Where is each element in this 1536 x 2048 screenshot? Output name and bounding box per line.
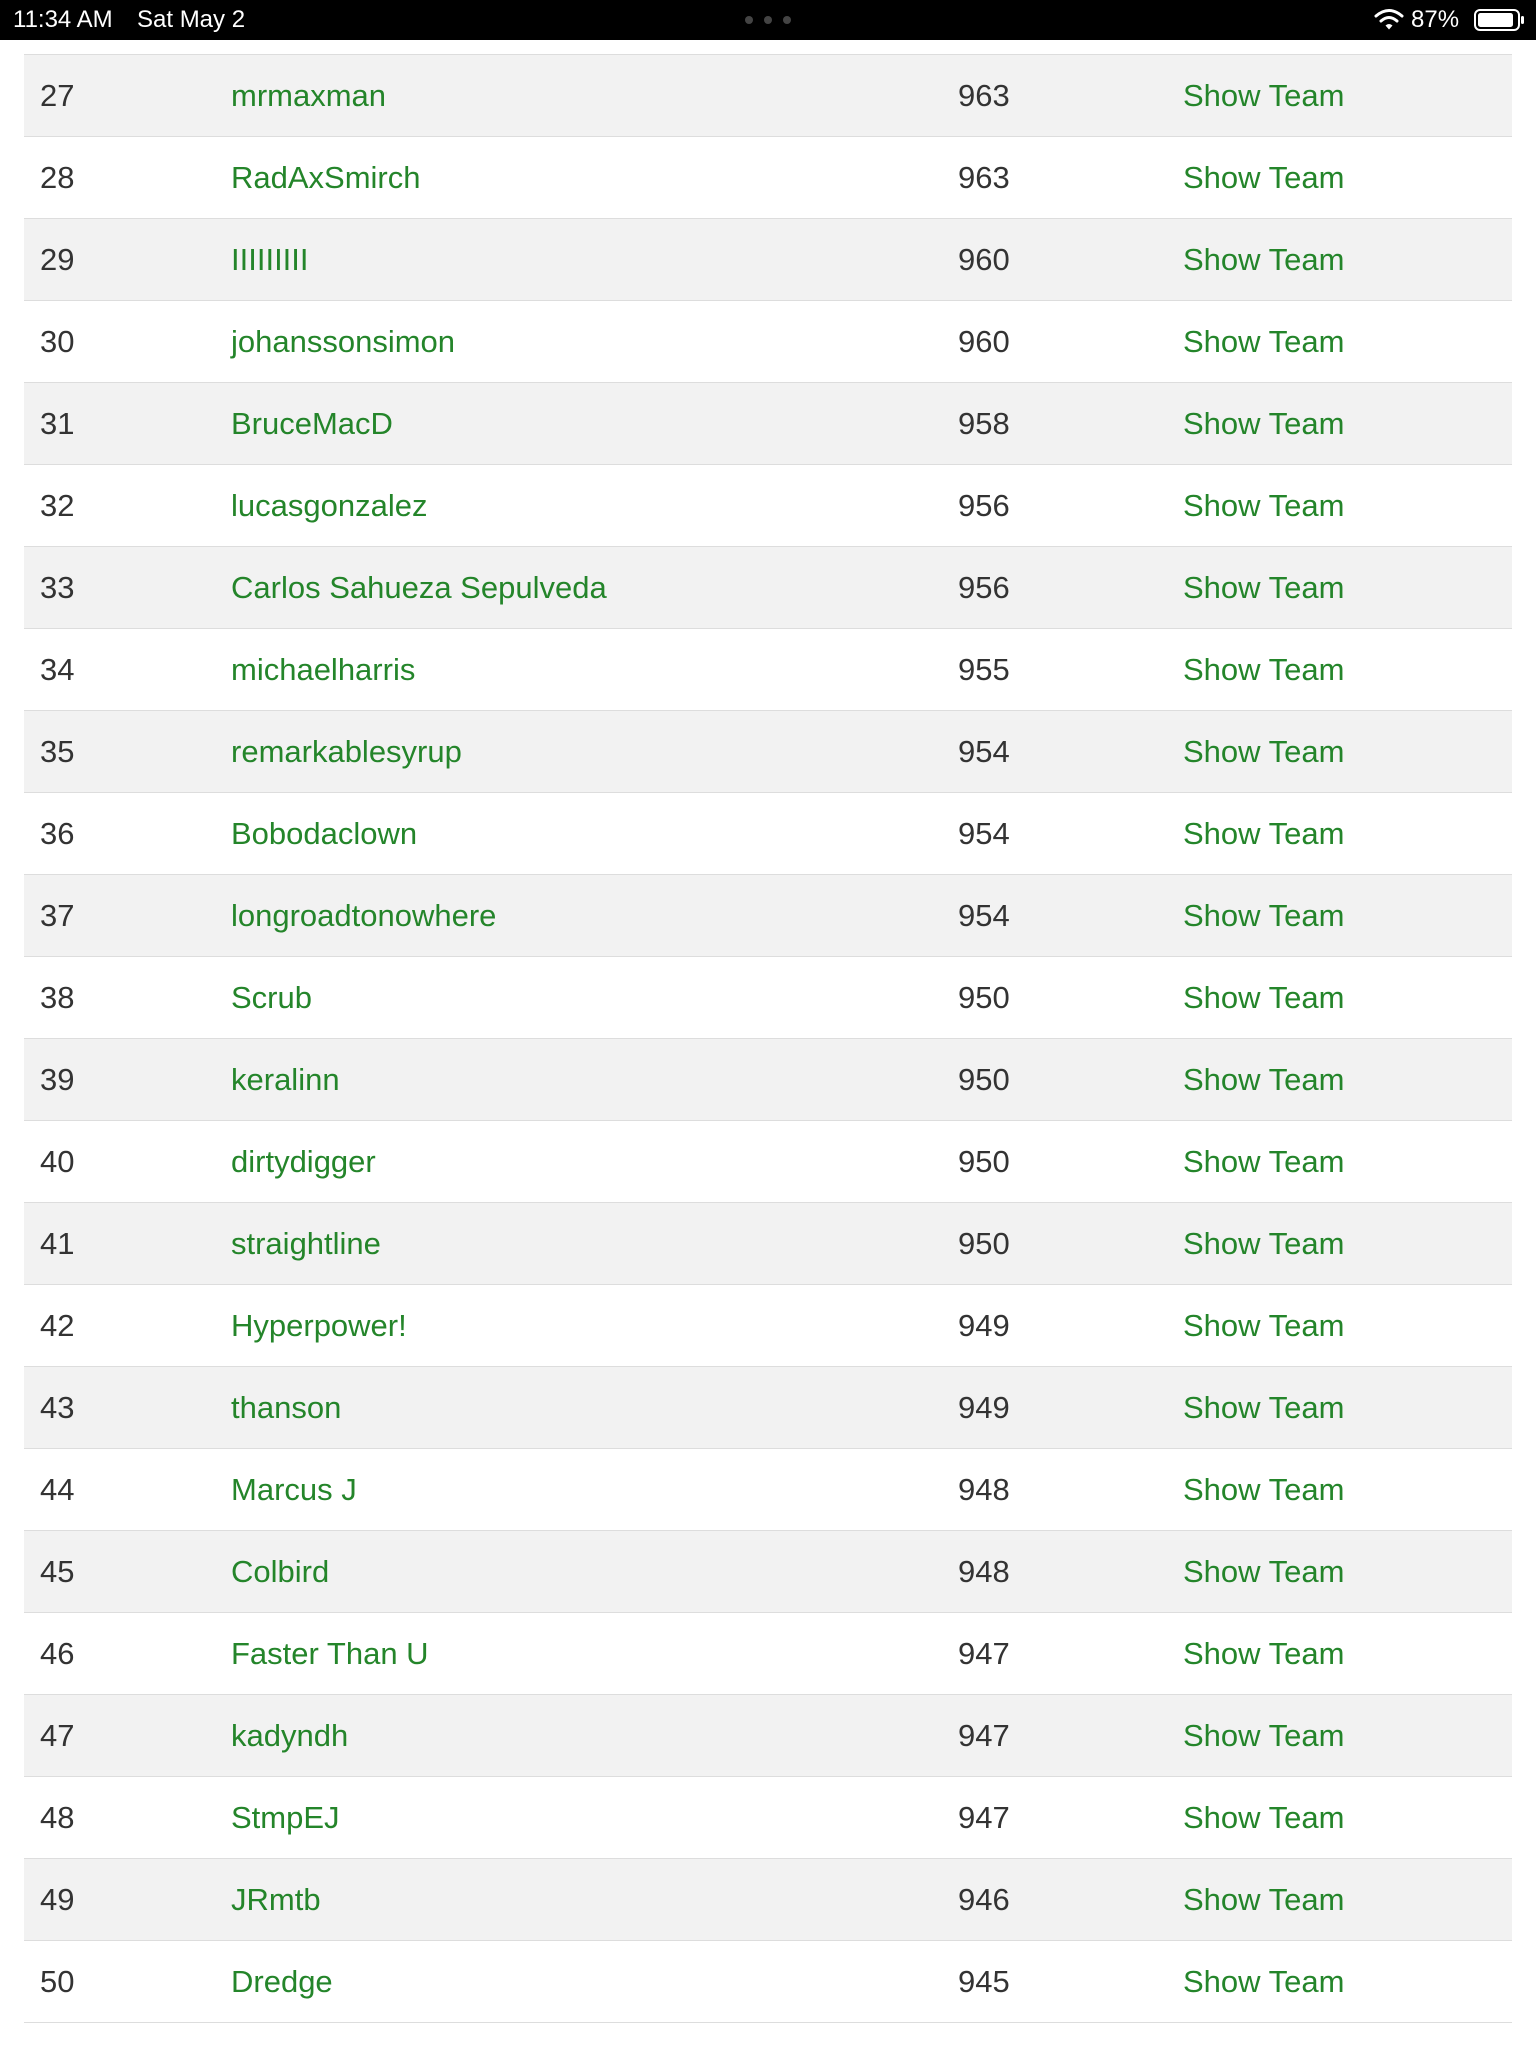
table-row [24, 55, 1512, 137]
table-row [24, 875, 1512, 957]
score-cell: 949 [958, 1308, 1010, 1343]
rank-cell: 42 [40, 1308, 75, 1343]
table-row [24, 219, 1512, 301]
score-cell: 948 [958, 1554, 1010, 1589]
show-team-link[interactable]: Show Team [1183, 1718, 1345, 1753]
player-name-link[interactable]: dirtydigger [231, 1144, 376, 1179]
table-row [24, 1203, 1512, 1285]
rank-cell: 40 [40, 1144, 75, 1179]
player-name-link[interactable]: mrmaxman [231, 78, 387, 113]
player-name-link[interactable]: lucasgonzalez [231, 488, 428, 523]
score-cell: 956 [958, 570, 1010, 605]
score-cell: 954 [958, 734, 1010, 769]
table-row [24, 1941, 1512, 2023]
rank-cell: 46 [40, 1636, 75, 1671]
show-team-link[interactable]: Show Team [1183, 1636, 1345, 1671]
status-bar [0, 0, 1536, 40]
show-team-link[interactable]: Show Team [1183, 1964, 1345, 1999]
score-cell: 960 [958, 324, 1010, 359]
wifi-icon [1374, 7, 1404, 31]
rank-cell: 38 [40, 980, 75, 1015]
status-time: 11:34 AM [13, 6, 113, 33]
player-name-link[interactable]: Scrub [231, 980, 312, 1015]
table-row [24, 1039, 1512, 1121]
show-team-link[interactable]: Show Team [1183, 488, 1345, 523]
table-row [24, 793, 1512, 875]
table-row [24, 1613, 1512, 1695]
rank-cell: 41 [40, 1226, 75, 1261]
player-name-link[interactable]: remarkablesyrup [231, 734, 462, 769]
rank-cell: 47 [40, 1718, 75, 1753]
rank-cell: 36 [40, 816, 75, 851]
table-row [24, 1449, 1512, 1531]
table-row [24, 301, 1512, 383]
show-team-link[interactable]: Show Team [1183, 160, 1345, 195]
show-team-link[interactable]: Show Team [1183, 1390, 1345, 1425]
score-cell: 958 [958, 406, 1010, 441]
score-cell: 946 [958, 1882, 1010, 1917]
rank-cell: 45 [40, 1554, 75, 1589]
table-row [24, 1121, 1512, 1203]
score-cell: 950 [958, 980, 1010, 1015]
show-team-link[interactable]: Show Team [1183, 78, 1345, 113]
show-team-link[interactable]: Show Team [1183, 242, 1345, 277]
score-cell: 945 [958, 1964, 1010, 1999]
table-row [24, 1777, 1512, 1859]
rank-cell: 48 [40, 1800, 75, 1835]
player-name-link[interactable]: Carlos Sahueza Sepulveda [231, 570, 607, 605]
show-team-link[interactable]: Show Team [1183, 1882, 1345, 1917]
multitasking-dots-icon[interactable] [745, 16, 791, 24]
score-cell: 960 [958, 242, 1010, 277]
player-name-link[interactable]: Dredge [231, 1964, 333, 1999]
table-row [24, 465, 1512, 547]
score-cell: 963 [958, 78, 1010, 113]
show-team-link[interactable]: Show Team [1183, 1554, 1345, 1589]
score-cell: 948 [958, 1472, 1010, 1507]
show-team-link[interactable]: Show Team [1183, 980, 1345, 1015]
rank-cell: 33 [40, 570, 75, 605]
show-team-link[interactable]: Show Team [1183, 652, 1345, 687]
player-name-link[interactable]: keralinn [231, 1062, 340, 1097]
rank-cell: 34 [40, 652, 75, 687]
battery-icon [1474, 9, 1526, 31]
player-name-link[interactable]: longroadtonowhere [231, 898, 497, 933]
table-row [24, 629, 1512, 711]
status-date: Sat May 2 [137, 6, 246, 33]
rank-cell: 27 [40, 78, 75, 113]
rank-cell: 44 [40, 1472, 75, 1507]
player-name-link[interactable]: Hyperpower! [231, 1308, 407, 1343]
rank-cell: 31 [40, 406, 75, 441]
show-team-link[interactable]: Show Team [1183, 1472, 1345, 1507]
player-name-link[interactable]: thanson [231, 1390, 342, 1425]
battery-percentage: 87% [1411, 6, 1460, 33]
score-cell: 955 [958, 652, 1010, 687]
rank-cell: 30 [40, 324, 75, 359]
table-row [24, 1695, 1512, 1777]
show-team-link[interactable]: Show Team [1183, 734, 1345, 769]
player-name-link[interactable]: BruceMacD [231, 406, 393, 441]
score-cell: 947 [958, 1636, 1010, 1671]
player-name-link[interactable]: Faster Than U [231, 1636, 429, 1671]
score-cell: 949 [958, 1390, 1010, 1425]
player-name-link[interactable]: JRmtb [231, 1882, 321, 1917]
player-name-link[interactable]: IIIIIIIII [231, 242, 309, 277]
score-cell: 963 [958, 160, 1010, 195]
rank-cell: 29 [40, 242, 75, 277]
player-name-link[interactable]: johanssonsimon [231, 324, 456, 359]
table-row [24, 957, 1512, 1039]
rank-cell: 32 [40, 488, 75, 523]
table-row [24, 1531, 1512, 1613]
score-cell: 956 [958, 488, 1010, 523]
leaderboard-table [24, 54, 1512, 2023]
score-cell: 950 [958, 1226, 1010, 1261]
show-team-link[interactable]: Show Team [1183, 1226, 1345, 1261]
score-cell: 954 [958, 898, 1010, 933]
rank-cell: 50 [40, 1964, 75, 1999]
player-name-link[interactable]: kadyndh [231, 1718, 349, 1753]
player-name-link[interactable]: michaelharris [231, 652, 416, 687]
player-name-link[interactable]: straightline [231, 1226, 381, 1261]
table-row [24, 711, 1512, 793]
show-team-link[interactable]: Show Team [1183, 570, 1345, 605]
score-cell: 954 [958, 816, 1010, 851]
show-team-link[interactable]: Show Team [1183, 898, 1345, 933]
table-row [24, 383, 1512, 465]
player-name-link[interactable]: Colbird [231, 1554, 330, 1589]
table-row [24, 1859, 1512, 1941]
rank-cell: 49 [40, 1882, 75, 1917]
table-row [24, 1285, 1512, 1367]
show-team-link[interactable]: Show Team [1183, 816, 1345, 851]
score-cell: 947 [958, 1800, 1010, 1835]
table-row [24, 547, 1512, 629]
rank-cell: 37 [40, 898, 75, 933]
table-row [24, 137, 1512, 219]
score-cell: 950 [958, 1144, 1010, 1179]
show-team-link[interactable]: Show Team [1183, 1062, 1345, 1097]
player-name-link[interactable]: RadAxSmirch [231, 160, 421, 195]
rank-cell: 35 [40, 734, 75, 769]
table-row [24, 1367, 1512, 1449]
show-team-link[interactable]: Show Team [1183, 1144, 1345, 1179]
score-cell: 947 [958, 1718, 1010, 1753]
rank-cell: 39 [40, 1062, 75, 1097]
show-team-link[interactable]: Show Team [1183, 324, 1345, 359]
player-name-link[interactable]: Marcus J [231, 1472, 357, 1507]
score-cell: 950 [958, 1062, 1010, 1097]
show-team-link[interactable]: Show Team [1183, 1800, 1345, 1835]
rank-cell: 28 [40, 160, 75, 195]
rank-cell: 43 [40, 1390, 75, 1425]
player-name-link[interactable]: StmpEJ [231, 1800, 340, 1835]
show-team-link[interactable]: Show Team [1183, 1308, 1345, 1343]
player-name-link[interactable]: Bobodaclown [231, 816, 418, 851]
show-team-link[interactable]: Show Team [1183, 406, 1345, 441]
